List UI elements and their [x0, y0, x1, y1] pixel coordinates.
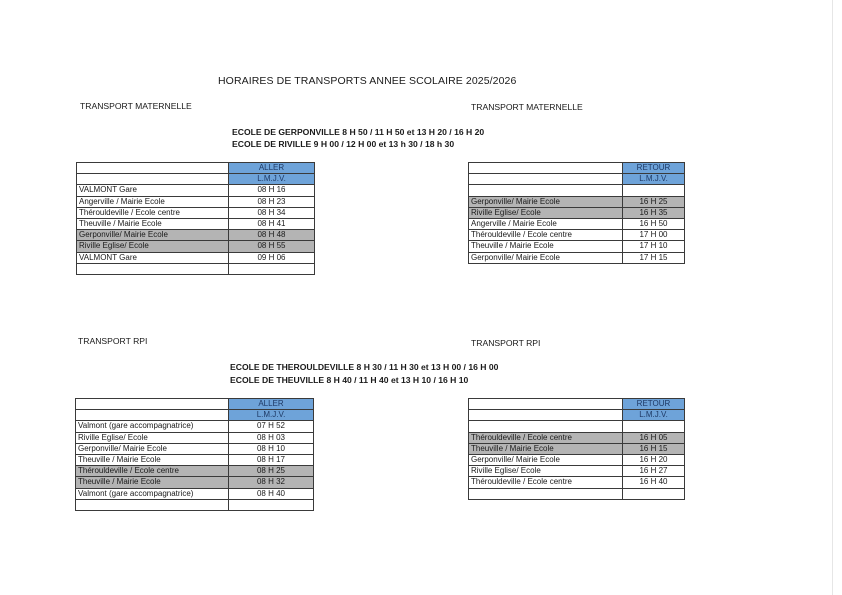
stop-name-cell: Valmont (gare accompagnatrice): [76, 421, 229, 432]
table-row: [77, 241, 315, 252]
time-cell: 08 H 48: [229, 230, 315, 241]
stop-name-cell: Thérouldeville / Ecole centre: [469, 230, 623, 241]
section2-left-label: TRANSPORT RPI: [78, 336, 148, 346]
table-days-row: [469, 410, 685, 421]
table-row: [469, 241, 685, 252]
stop-name-cell: Gerponville/ Mairie Ecole: [469, 454, 623, 465]
section1-school-line-1: ECOLE DE GERPONVILLE 8 H 50 / 11 H 50 et 13 H 20 / 16 H 20: [232, 127, 485, 137]
stop-name-cell: Thérouldeville / Ecole centre: [469, 477, 623, 488]
time-cell: 08 H 34: [229, 207, 315, 218]
time-cell: [623, 421, 685, 432]
table-row: [469, 488, 685, 499]
page-title: HORAIRES DE TRANSPORTS ANNEE SCOLAIRE 2025/2026: [218, 75, 517, 87]
table-header-row: [469, 163, 685, 174]
time-cell: 08 H 16: [229, 185, 315, 196]
section1-right-label: TRANSPORT MATERNELLE: [471, 102, 583, 112]
time-cell: 17 H 15: [623, 252, 685, 263]
table-row: [76, 454, 314, 465]
stop-name-cell: Theuville / Mairie Ecole: [76, 454, 229, 465]
time-cell: 16 H 15: [623, 443, 685, 454]
time-cell: 16 H 40: [623, 477, 685, 488]
stop-name-cell: [469, 185, 623, 196]
stop-name-cell: VALMONT Gare: [77, 185, 229, 196]
table-row: [76, 488, 314, 499]
aller-header: ALLER: [229, 163, 315, 174]
stop-name-cell: [469, 488, 623, 499]
time-cell: 08 H 41: [229, 218, 315, 229]
header-spacer: [76, 399, 229, 410]
table-row: [76, 466, 314, 477]
stop-name-cell: Thérouldeville / Ecole centre: [469, 432, 623, 443]
table-header-row: [469, 399, 685, 410]
section2-school-line-2: ECOLE DE THEUVILLE 8 H 40 / 11 H 40 et 13 H 10 / 16 H 10: [230, 375, 469, 385]
table-row: [76, 432, 314, 443]
stop-name-cell: Riville Eglise/ Ecole: [77, 241, 229, 252]
stop-name-cell: Gerponville/ Mairie Ecole: [76, 443, 229, 454]
page-edge-line: [832, 0, 833, 595]
stop-name-cell: [77, 263, 229, 274]
table-row: [469, 207, 685, 218]
stop-name-cell: Gerponville/ Mairie Ecole: [77, 230, 229, 241]
stop-name-cell: Riville Eglise/ Ecole: [76, 432, 229, 443]
stop-name-cell: [76, 499, 229, 510]
time-cell: 08 H 25: [229, 466, 314, 477]
time-cell: 16 H 35: [623, 207, 685, 218]
table-days-row: [77, 174, 315, 185]
table-days-row: [469, 174, 685, 185]
table-row: [77, 196, 315, 207]
table-row: [77, 185, 315, 196]
stop-name-cell: Theuville / Mairie Ecole: [469, 443, 623, 454]
table-row: [76, 477, 314, 488]
table-row: [469, 432, 685, 443]
time-cell: 08 H 23: [229, 196, 315, 207]
header-spacer: [76, 410, 229, 421]
time-cell: 08 H 32: [229, 477, 314, 488]
header-spacer: [77, 163, 229, 174]
time-cell: 17 H 10: [623, 241, 685, 252]
stop-name-cell: Gerponville/ Mairie Ecole: [469, 196, 623, 207]
table-row: [77, 207, 315, 218]
table-header-row: [76, 399, 314, 410]
stop-name-cell: Angerville / Mairie Ecole: [77, 196, 229, 207]
maternelle-retour-table: [468, 162, 685, 264]
table-row: [469, 230, 685, 241]
time-cell: 08 H 17: [229, 454, 314, 465]
stop-name-cell: Thérouldeville / Ecole centre: [77, 207, 229, 218]
stop-name-cell: Gerponville/ Mairie Ecole: [469, 252, 623, 263]
time-cell: 16 H 50: [623, 218, 685, 229]
stop-name-cell: Theuville / Mairie Ecole: [77, 218, 229, 229]
time-cell: 09 H 06: [229, 252, 315, 263]
maternelle-aller-table: [76, 162, 315, 275]
days-header: L.M.J.V.: [229, 174, 315, 185]
table-row: [77, 218, 315, 229]
table-header-row: [77, 163, 315, 174]
time-cell: 16 H 27: [623, 466, 685, 477]
stop-name-cell: Theuville / Mairie Ecole: [76, 477, 229, 488]
stop-name-cell: VALMONT Gare: [77, 252, 229, 263]
time-cell: [623, 488, 685, 499]
rpi-aller-table: [75, 398, 314, 511]
time-cell: 17 H 00: [623, 230, 685, 241]
stop-name-cell: Riville Eglise/ Ecole: [469, 207, 623, 218]
section2-right-label: TRANSPORT RPI: [471, 338, 541, 348]
time-cell: [229, 263, 315, 274]
stop-name-cell: Thérouldeville / Ecole centre: [76, 466, 229, 477]
stop-name-cell: Theuville / Mairie Ecole: [469, 241, 623, 252]
time-cell: 16 H 25: [623, 196, 685, 207]
stop-name-cell: Angerville / Mairie Ecole: [469, 218, 623, 229]
table-row: [469, 454, 685, 465]
table-row: [76, 421, 314, 432]
time-cell: 16 H 05: [623, 432, 685, 443]
table-row: [469, 466, 685, 477]
stop-name-cell: Valmont (gare accompagnatrice): [76, 488, 229, 499]
header-spacer: [469, 163, 623, 174]
time-cell: 08 H 55: [229, 241, 315, 252]
stop-name-cell: Riville Eglise/ Ecole: [469, 466, 623, 477]
table-row: [469, 252, 685, 263]
table-row: [77, 252, 315, 263]
table-row: [77, 263, 315, 274]
retour-header: RETOUR: [623, 399, 685, 410]
section2-school-line-1: ECOLE DE THEROULDEVILLE 8 H 30 / 11 H 30 et 13 H 00 / 16 H 00: [230, 362, 499, 372]
time-cell: 08 H 10: [229, 443, 314, 454]
header-spacer: [469, 410, 623, 421]
header-spacer: [469, 399, 623, 410]
days-header: L.M.J.V.: [229, 410, 314, 421]
table-row: [469, 443, 685, 454]
days-header: L.M.J.V.: [623, 174, 685, 185]
header-spacer: [77, 174, 229, 185]
days-header: L.M.J.V.: [623, 410, 685, 421]
table-row: [469, 196, 685, 207]
table-row: [76, 443, 314, 454]
time-cell: [229, 499, 314, 510]
time-cell: 08 H 40: [229, 488, 314, 499]
time-cell: 16 H 20: [623, 454, 685, 465]
section1-school-line-2: ECOLE DE RIVILLE 9 H 00 / 12 H 00 et 13 h 30 / 18 h 30: [232, 139, 455, 149]
header-spacer: [469, 174, 623, 185]
aller-header: ALLER: [229, 399, 314, 410]
rpi-retour-table: [468, 398, 685, 500]
table-row: [469, 477, 685, 488]
stop-name-cell: [469, 421, 623, 432]
table-row: [77, 230, 315, 241]
table-row: [469, 421, 685, 432]
table-row: [76, 499, 314, 510]
time-cell: 07 H 52: [229, 421, 314, 432]
section1-left-label: TRANSPORT MATERNELLE: [80, 101, 192, 111]
table-days-row: [76, 410, 314, 421]
table-row: [469, 185, 685, 196]
time-cell: [623, 185, 685, 196]
time-cell: 08 H 03: [229, 432, 314, 443]
retour-header: RETOUR: [623, 163, 685, 174]
table-row: [469, 218, 685, 229]
